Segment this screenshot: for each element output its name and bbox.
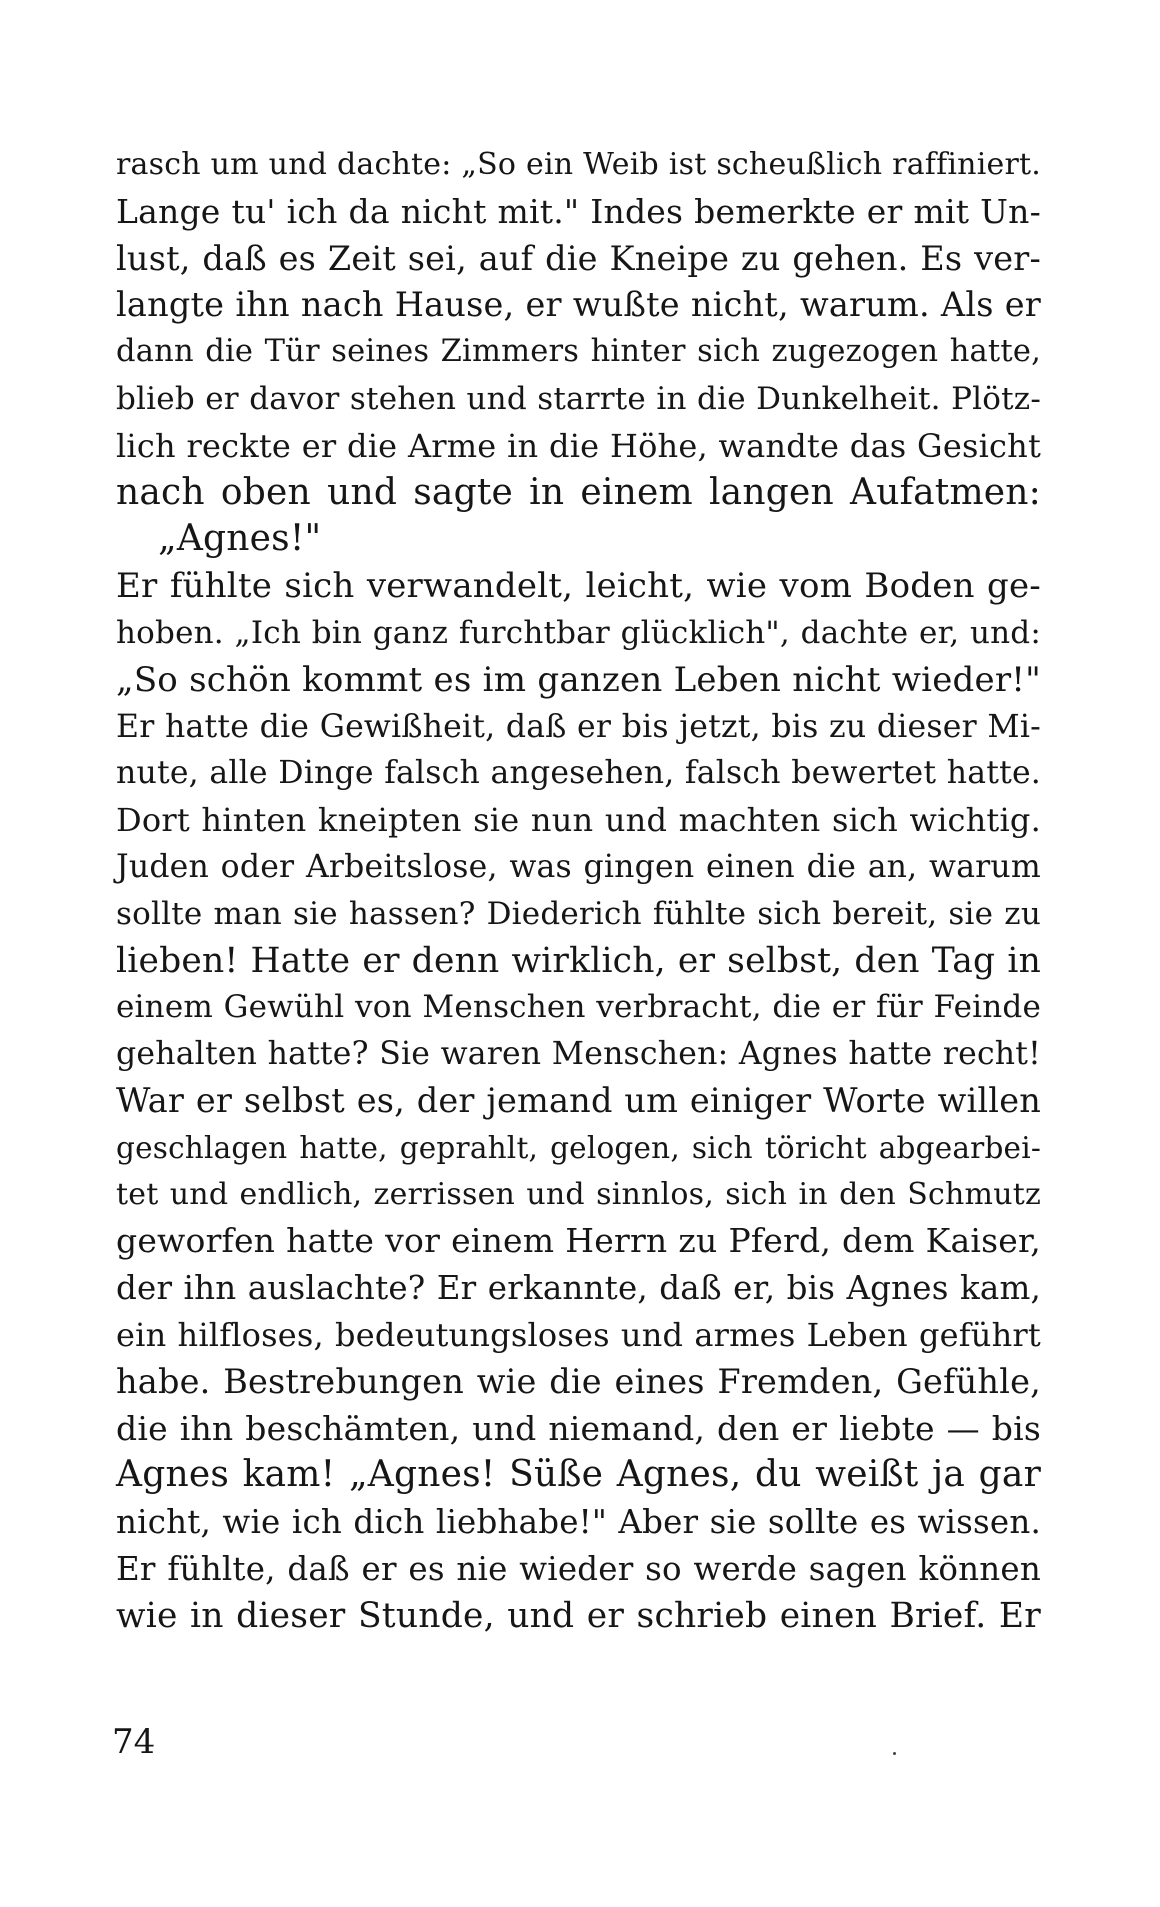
text-line: „So schön kommt es im ganzen Leben nicht wieder!" [116,659,1041,700]
text-line: langte ihn nach Hause, er wußte nicht, warum. Als er [116,285,1041,325]
text-line: nicht, wie ich dich liebhabe!" Aber sie sollte es wissen. [116,1503,1041,1542]
text-line: Er fühlte, daß er es nie wieder so werde sagen können [116,1549,1041,1588]
body-text [116,142,1041,1640]
text-line: Er fühlte sich verwandelt, leicht, wie vom Boden ge- [116,566,1041,607]
text-line: Lange tu' ich da nicht mit." Indes bemerkte er mit Un- [116,191,1041,231]
text-line: dann die Tür seines Zimmers hinter sich zugezogen hatte, [116,334,1041,370]
text-line: Er hatte die Gewißheit, daß er bis jetzt, bis zu dieser Mi- [116,708,1041,745]
text-line: Juden oder Arbeitslose, was gingen einen die an, warum [116,848,1041,885]
print-speck [893,1752,896,1755]
text-line: lich reckte er die Arme in die Höhe, wandte das Gesicht [116,426,1041,465]
text-line: Dort hinten kneipten sie nun und machten sich wichtig. [116,801,1041,840]
text-line: lust, daß es Zeit sei, auf die Kneipe zu gehen. Es ver- [116,238,1041,278]
text-line: lieben! Hatte er denn wirklich, er selbst, den Tag in [116,940,1041,981]
text-line: nute, alle Dinge falsch angesehen, falsch bewertet hatte. [116,755,1041,792]
text-line: War er selbst es, der jemand um einiger Worte willen [116,1080,1041,1120]
text-line: „Agnes!" [158,518,322,560]
text-line: geworfen hatte vor einem Herrn zu Pferd, dem Kaiser, [116,1221,1041,1261]
text-line: blieb er davor stehen und starrte in die Dunkelheit. Plötz- [116,380,1041,417]
text-line: einem Gewühl von Menschen verbracht, die er für Feinde [116,989,1041,1026]
text-line: geschlagen hatte, geprahlt, gelogen, sich töricht abgearbei- [116,1130,1041,1165]
text-line: die ihn beschämten, und niemand, den er liebte — bis [116,1408,1041,1448]
text-line: der ihn auslachte? Er erkannte, daß er, bis Agnes kam, [116,1269,1041,1308]
text-line: hoben. „Ich bin ganz furchtbar glücklich", dachte er, und: [116,614,1041,651]
text-line: nach oben und sagte in einem langen Aufatmen: [116,471,1041,513]
text-line: ein hilfloses, bedeutungsloses und armes Leben geführt [116,1315,1041,1354]
text-line: sollte man sie hassen? Diederich fühlte sich bereit, sie zu [116,895,1041,932]
text-line: wie in dieser Stunde, und er schrieb einen Brief. Er [116,1595,1041,1636]
page-number: 74 [112,1722,156,1762]
text-line: tet und endlich, zerrissen und sinnlos, sich in den Schmutz [116,1176,1041,1212]
text-line: rasch um und dachte: „So ein Weib ist scheußlich raffiniert. [116,147,1041,182]
text-line: habe. Bestrebungen wie die eines Fremden, Gefühle, [116,1361,1041,1401]
text-line: gehalten hatte? Sie waren Menschen: Agnes hatte recht! [116,1036,1041,1073]
text-line: Agnes kam! „Agnes! Süße Agnes, du weißt ja gar [116,1454,1041,1496]
